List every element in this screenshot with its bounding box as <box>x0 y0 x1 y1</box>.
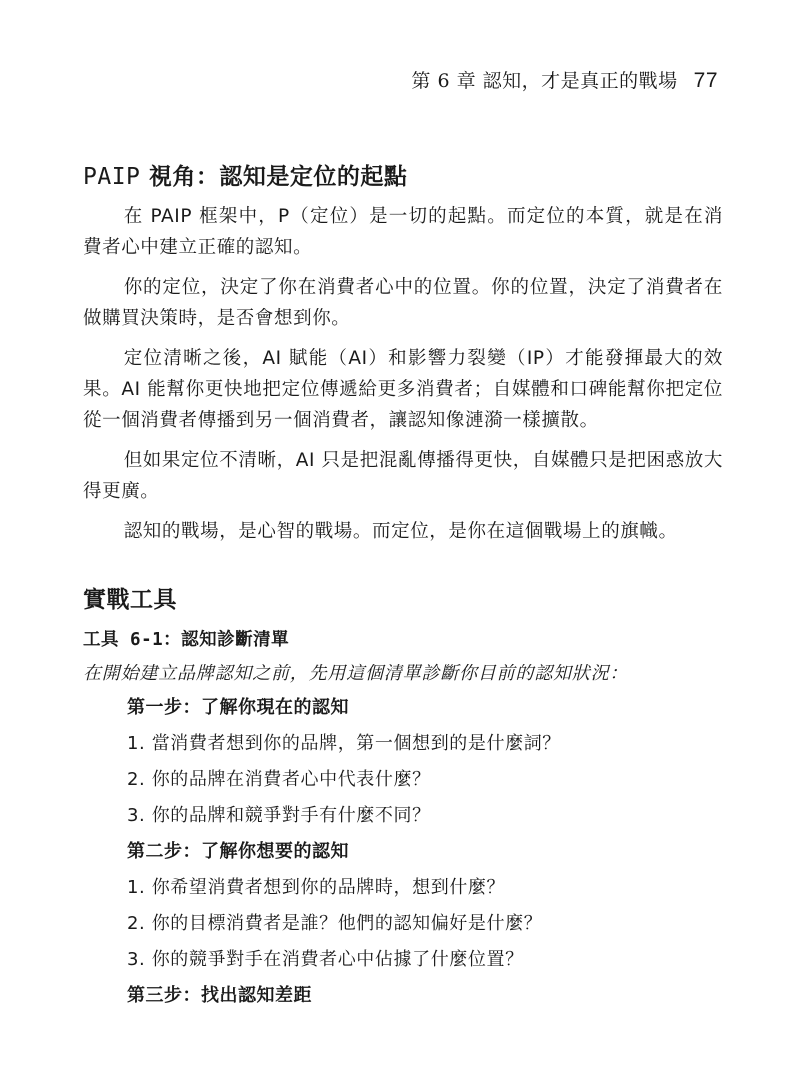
step-heading: 第一步：了解你現在的認知 <box>127 697 349 718</box>
chapter-title: 第 6 章 認知，才是真正的戰場 <box>411 70 678 92</box>
tool-intro: 在開始建立品牌認知之前，先用這個清單診斷你目前的認知狀況： <box>83 663 629 684</box>
page-content <box>83 158 723 1019</box>
step-heading: 第三步：找出認知差距 <box>127 985 312 1006</box>
section-title-rest: 視角：認知是定位的起點 <box>140 164 408 190</box>
tool-title <box>83 626 723 651</box>
body-paragraph: 你的定位，決定了你在消費者心中的位置。你的位置，決定了消費者在做購買決策時，是否會想到你。 <box>83 277 723 329</box>
checklist-question: 3. 你的競爭對手在消費者心中佔據了什麼位置？ <box>127 949 524 970</box>
practice-heading: 實戰工具 <box>83 587 177 613</box>
checklist-question: 3. 你的品牌和競爭對手有什麼不同？ <box>127 805 431 826</box>
step-heading: 第二步：了解你想要的認知 <box>127 841 349 862</box>
checklist-question: 2. 你的品牌在消費者心中代表什麼？ <box>127 769 431 790</box>
body-paragraph: 在 PAIP 框架中，P（定位）是一切的起點。而定位的本質，就是在消費者心中建立正確的認知。 <box>83 206 723 258</box>
body-paragraph: 定位清晰之後，AI 賦能（AI）和影響力裂變（IP）才能發揮最大的效果。AI 能幫你更快地把定位傳遞給更多消費者；自媒體和口碑能幫你把定位從一個消費者傳播到另一個消費者，讓認知像漣漪一樣擴散。 <box>83 348 723 431</box>
running-header <box>411 66 718 93</box>
tool-title-prefix: 工具 6-1 <box>83 630 164 650</box>
section-title <box>83 158 723 191</box>
checklist-question: 1. 你希望消費者想到你的品牌時，想到什麼？ <box>127 877 506 898</box>
checklist-steps <box>83 695 723 1009</box>
page-number: 77 <box>693 69 718 92</box>
body-paragraph: 認知的戰場，是心智的戰場。而定位，是你在這個戰場上的旗幟。 <box>123 521 678 542</box>
tool-title-rest: ：認知診斷清單 <box>163 630 290 650</box>
body-paragraph: 但如果定位不清晰，AI 只是把混亂傳播得更快，自媒體只是把困惑放大得更廣。 <box>83 450 723 502</box>
checklist-question: 1. 當消費者想到你的品牌，第一個想到的是什麼詞？ <box>127 733 561 754</box>
checklist-question: 2. 你的目標消費者是誰？他們的認知偏好是什麼？ <box>127 913 543 934</box>
section-title-prefix: PAIP <box>83 164 141 190</box>
